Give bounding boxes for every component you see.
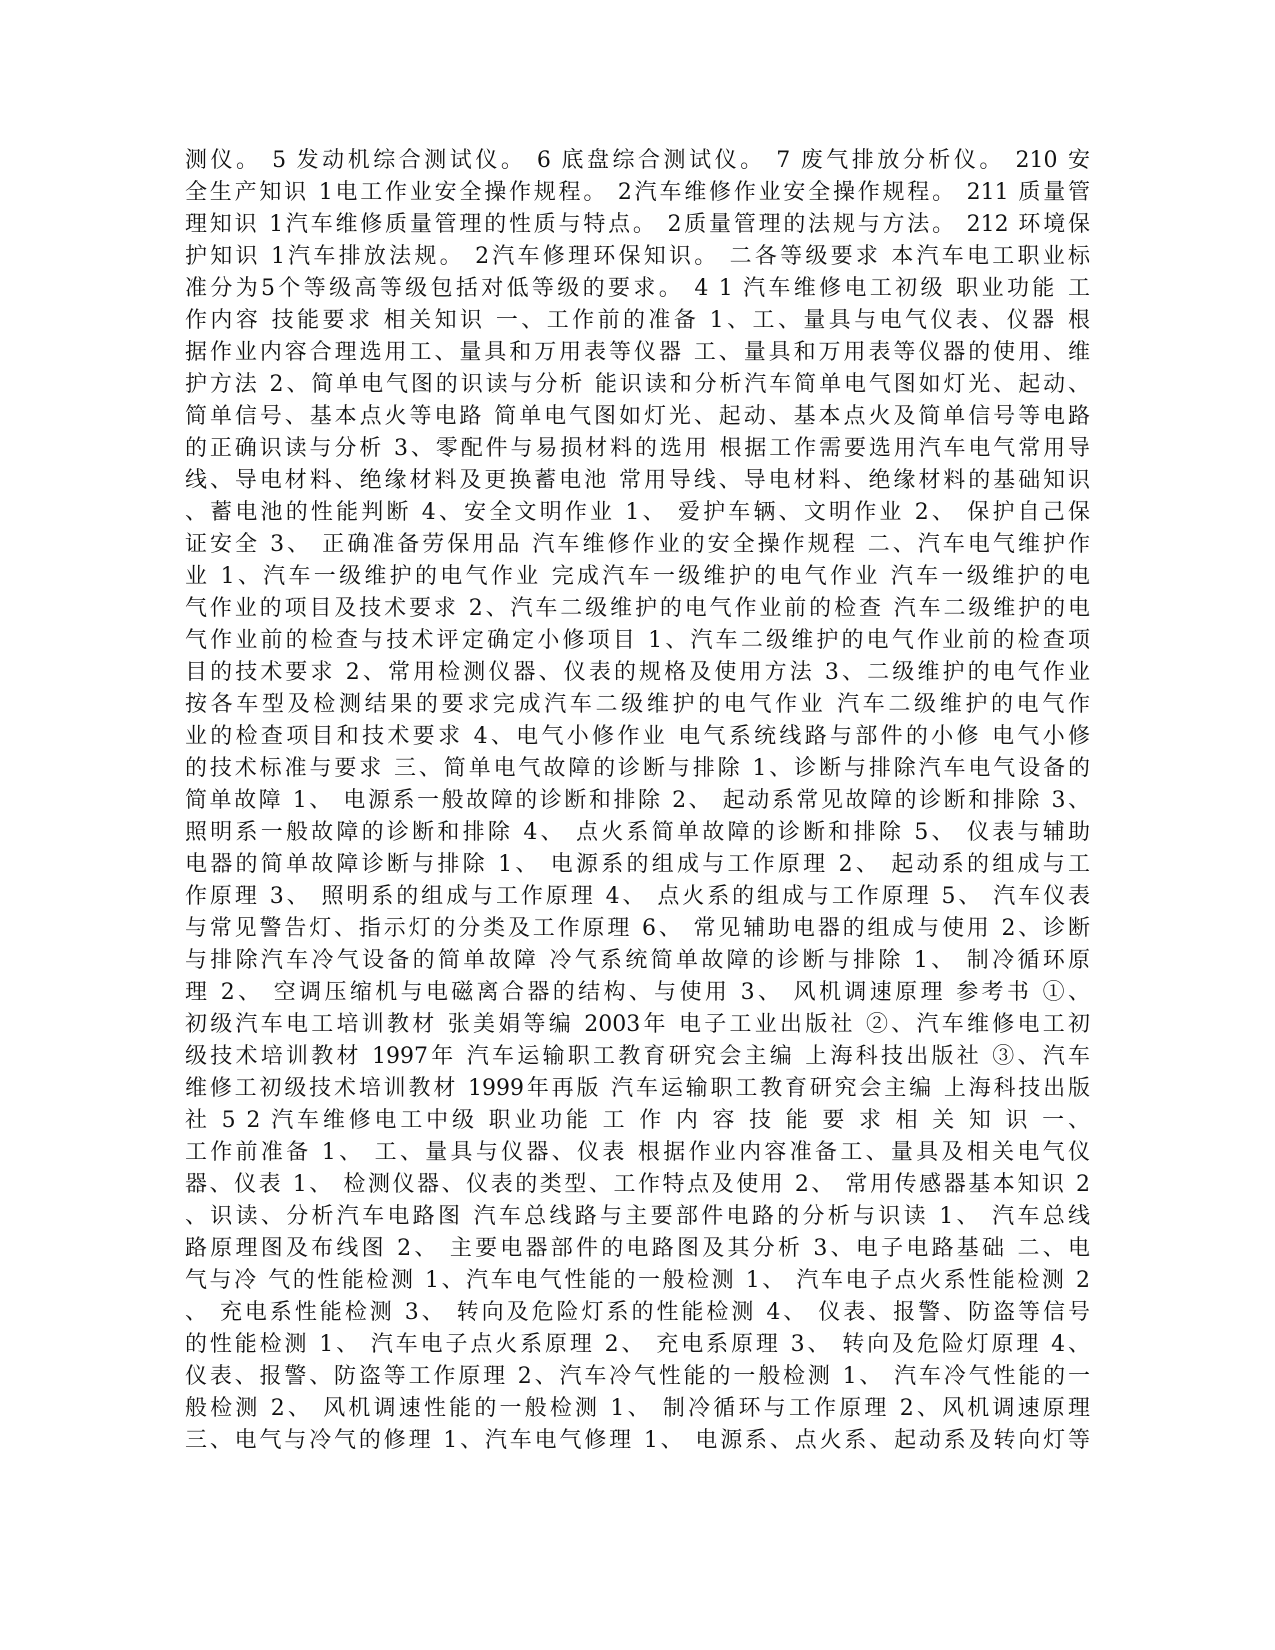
text-line: 的性能检测 1、 汽车电子点火系原理 2、 充电系原理 3、 转向及危险灯原理 4、 bbox=[185, 1332, 1090, 1357]
text-line: 气作业前的检查与技术评定确定小修项目 1、汽车二级维护的电气作业前的检查项 bbox=[185, 628, 1090, 653]
text-line: 器、仪表 1、 检测仪器、仪表的类型、工作特点及使用 2、 常用传感器基本知识 2 bbox=[185, 1172, 1090, 1197]
text-line: 证安全 3、 正确准备劳保用品 汽车维修作业的安全操作规程 二、汽车电气维护作 bbox=[185, 532, 1090, 557]
text-line: 气作业的项目及技术要求 2、汽车二级维护的电气作业前的检查 汽车二级维护的电 bbox=[185, 596, 1090, 621]
text-line: 电器的简单故障诊断与排除 1、 电源系的组成与工作原理 2、 起动系的组成与工 bbox=[185, 852, 1090, 877]
text-line: 作内容 技能要求 相关知识 一、工作前的准备 1、工、量具与电气仪表、仪器 根 bbox=[185, 308, 1090, 333]
text-line: 简单信号、基本点火等电路 简单电气图如灯光、起动、基本点火及简单信号等电路 bbox=[185, 404, 1090, 429]
text-line: 的技术标准与要求 三、简单电气故障的诊断与排除 1、诊断与排除汽车电气设备的 bbox=[185, 756, 1090, 781]
text-line: 、识读、分析汽车电路图 汽车总线路与主要部件电路的分析与识读 1、 汽车总线 bbox=[185, 1204, 1090, 1229]
text-line: 路原理图及布线图 2、 主要电器部件的电路图及其分析 3、电子电路基础 二、电 bbox=[185, 1236, 1090, 1261]
text-line: 与常见警告灯、指示灯的分类及工作原理 6、 常见辅助电器的组成与使用 2、诊断 bbox=[185, 916, 1090, 941]
text-line: 线、导电材料、绝缘材料及更换蓄电池 常用导线、导电材料、绝缘材料的基础知识 bbox=[185, 468, 1090, 493]
text-line: 全生产知识 1电工作业安全操作规程。 2汽车维修作业安全操作规程。 211 质量管 bbox=[185, 180, 1090, 205]
text-line: 、 充电系性能检测 3、 转向及危险灯系的性能检测 4、 仪表、报警、防盗等信号 bbox=[185, 1300, 1090, 1325]
text-line: 测仪。 5 发动机综合测试仪。 6 底盘综合测试仪。 7 废气排放分析仪。 210 安 bbox=[185, 148, 1090, 173]
text-line: 作原理 3、 照明系的组成与工作原理 4、 点火系的组成与工作原理 5、 汽车仪表 bbox=[185, 884, 1090, 909]
text-line: 理知识 1汽车维修质量管理的性质与特点。 2质量管理的法规与方法。 212 环境保 bbox=[185, 212, 1090, 237]
text-line: 照明系一般故障的诊断和排除 4、 点火系简单故障的诊断和排除 5、 仪表与辅助 bbox=[185, 820, 1090, 845]
text-line: 初级汽车电工培训教材 张美娟等编 2003年 电子工业出版社 ②、汽车维修电工初 bbox=[185, 1012, 1090, 1037]
text-line: 、蓄电池的性能判断 4、安全文明作业 1、 爱护车辆、文明作业 2、 保护自己保 bbox=[185, 500, 1090, 525]
text-line: 工作前准备 1、 工、量具与仪器、仪表 根据作业内容准备工、量具及相关电气仪 bbox=[185, 1140, 1090, 1165]
text-line: 按各车型及检测结果的要求完成汽车二级维护的电气作业 汽车二级维护的电气作 bbox=[185, 692, 1090, 717]
text-line: 级技术培训教材 1997年 汽车运输职工教育研究会主编 上海科技出版社 ③、汽车 bbox=[185, 1044, 1090, 1069]
text-line: 气与冷 气的性能检测 1、汽车电气性能的一般检测 1、 汽车电子点火系性能检测 2 bbox=[185, 1268, 1090, 1293]
text-line: 的正确识读与分析 3、零配件与易损材料的选用 根据工作需要选用汽车电气常用导 bbox=[185, 436, 1090, 461]
text-line: 简单故障 1、 电源系一般故障的诊断和排除 2、 起动系常见故障的诊断和排除 3、 bbox=[185, 788, 1090, 813]
text-line: 据作业内容合理选用工、量具和万用表等仪器 工、量具和万用表等仪器的使用、维 bbox=[185, 340, 1090, 365]
text-line: 维修工初级技术培训教材 1999年再版 汽车运输职工教育研究会主编 上海科技出版 bbox=[185, 1076, 1090, 1101]
body-text bbox=[185, 145, 1090, 1457]
text-line: 业 1、汽车一级维护的电气作业 完成汽车一级维护的电气作业 汽车一级维护的电 bbox=[185, 564, 1090, 589]
text-line: 仪表、报警、防盗等工作原理 2、汽车冷气性能的一般检测 1、 汽车冷气性能的一 bbox=[185, 1364, 1090, 1389]
text-line: 护知识 1汽车排放法规。 2汽车修理环保知识。 二各等级要求 本汽车电工职业标 bbox=[185, 244, 1090, 269]
text-line: 三、电气与冷气的修理 1、汽车电气修理 1、 电源系、点火系、起动系及转向灯等 bbox=[185, 1428, 1090, 1453]
text-line: 目的技术要求 2、常用检测仪器、仪表的规格及使用方法 3、二级维护的电气作业 bbox=[185, 660, 1090, 685]
text-line: 业的检查项目和技术要求 4、电气小修作业 电气系统线路与部件的小修 电气小修 bbox=[185, 724, 1090, 749]
text-line: 理 2、 空调压缩机与电磁离合器的结构、与使用 3、 风机调速原理 参考书 ①、 bbox=[185, 980, 1090, 1005]
text-line: 护方法 2、简单电气图的识读与分析 能识读和分析汽车简单电气图如灯光、起动、 bbox=[185, 372, 1090, 397]
text-line: 与排除汽车冷气设备的简单故障 冷气系统简单故障的诊断与排除 1、 制冷循环原 bbox=[185, 948, 1090, 973]
text-line: 般检测 2、 风机调速性能的一般检测 1、 制冷循环与工作原理 2、风机调速原理 bbox=[185, 1396, 1090, 1421]
text-line: 准分为5个等级高等级包括对低等级的要求。 4 1 汽车维修电工初级 职业功能 工 bbox=[185, 276, 1090, 301]
text-line: 社 5 2 汽车维修电工中级 职业功能 工 作 内 容 技 能 要 求 相 关 知 识 一、 bbox=[185, 1108, 1090, 1133]
